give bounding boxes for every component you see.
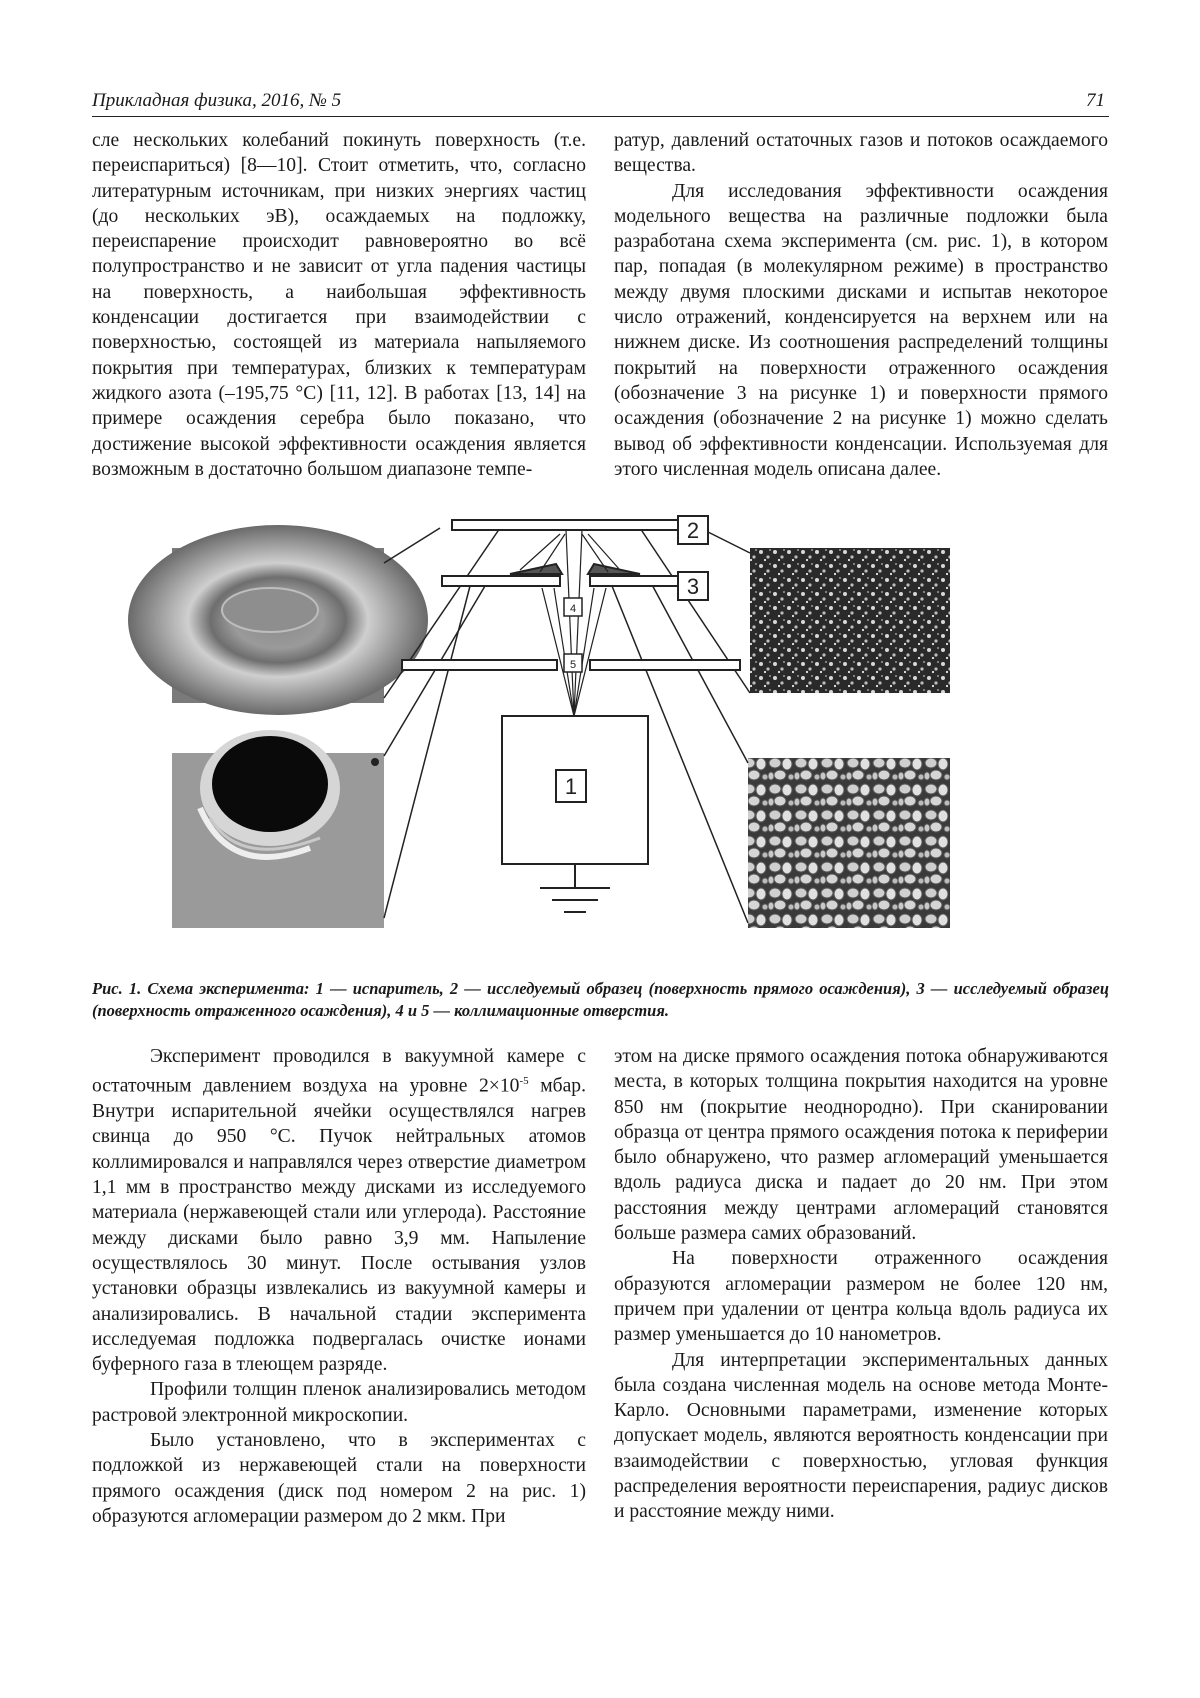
figure-caption: Рис. 1. Схема эксперимента: 1 — испаритель, 2 — исследуемый образец (поверхность прямого осаждения), 3 — исследуемый образец (поверхность отраженного осаждения), 4 и 5 — коллимационные отверстия.: [92, 979, 1109, 1020]
exponent: -5: [519, 1075, 529, 1088]
label-4: 4: [569, 603, 577, 615]
micrograph-fine-grains: [750, 548, 950, 693]
micrograph-ring-deposit: [128, 525, 428, 715]
label-1: 1: [564, 774, 578, 799]
paragraph-text: Эксперимент проводился в вакуумной камере с остаточным давлением воздуха на уровне 2×10: [92, 1046, 586, 1097]
paragraph: этом на диске прямого осаждения потока обнаруживаются места, в которых толщина покрытия находится на уровне 850 нм (покрытие неоднородно). При сканировании образца от центра прямого осаждения потока к периферии было обнаружено, что размер агломераций уменьшается вдоль радиуса диска и падает до 20 нм. При этом расстояния между центрами агломераций становятся больше размера самих образований.: [614, 1046, 1108, 1245]
label-2: 2: [686, 518, 700, 543]
label-box-2: [678, 516, 708, 544]
paragraph: Было установлено, что в экспериментах с подложкой из нержавеющей стали на поверхности прямого осаждения (диск под номером 2 на рис. 1) образуются агломерации размером до 2 мкм. При: [92, 1429, 586, 1527]
column-left-top: [92, 128, 586, 482]
micrograph-coarse-grains: [748, 758, 950, 928]
label-5: 5: [569, 659, 577, 671]
label-box-4: [564, 598, 582, 616]
column-right-top: [614, 128, 1108, 482]
label-box-5: [564, 654, 582, 672]
label-box-3: [678, 572, 708, 600]
column-left-bottom: [92, 1044, 586, 1529]
label-3: 3: [686, 574, 700, 599]
column-right-bottom: [614, 1044, 1108, 1525]
paragraph: Для интерпретации экспериментальных данных была создана численная модель на основе метода Монте-Карло. Основными параметрами, изменение которых допускает модель, являются вероятность конденсации при взаимодействии с поверхностью, угловая функция распределения вероятности переиспарения, радиус дисков и расстояние между ними.: [614, 1349, 1108, 1523]
paragraph: На поверхности отраженного осаждения образуются агломерации размером не более 120 нм, причем при удалении от центра кольца вдоль радиуса их размер уменьшается до 10 нанометров.: [614, 1248, 1108, 1346]
paragraph: [92, 1044, 586, 1377]
running-header: [92, 90, 1109, 117]
paragraph: Для исследования эффективности осаждения модельного вещества на различные подложки была разработана схема эксперимента (см. рис. 1), в котором пар, попадая (в молекулярном режиме) в пространство между двумя плоскими дисками и испытав некоторое число отражений, конденсируется на верхнем или на нижнем диске. Из соотношения распределений толщины покрытий на поверхности отраженного осаждения (обозначение 3 на рисунке 1) и поверхности прямого осаждения (обозначение 2 на рисунке 1) можно сделать вывод об эффективности конденсации. Используемая для этого численная модель описана далее.: [614, 180, 1108, 480]
paragraph-text: мбар. Внутри испарительной ячейки осуществлялся нагрев свинца до 950 °С. Пучок нейтральных атомов коллимировался и направлялся через отверстие диаметром 1,1 мм в пространство между дисками из исследуемого материала (нержавеющей стали или углерода). Расстояние между дисками было равно 3,9 мм. Напыление осуществлялось 30 минут. После остывания узлов установки образцы извлекались из вакуумной камеры и анализировались. В начальной стадии эксперимента исследуемая подложка подвергалась очистке ионами буферного газа в тлеющем разряде.: [92, 1075, 586, 1376]
label-box-1: [556, 770, 586, 802]
paragraph: Профили толщин пленок анализировались методом растровой электронной микроскопии.: [92, 1379, 586, 1426]
paragraph: ратур, давлений остаточных газов и потоков осаждаемого вещества.: [614, 130, 1108, 177]
page-number: 71: [1086, 90, 1105, 111]
figure-experiment-scheme: [170, 518, 1030, 948]
paragraph: сле нескольких колебаний покинуть поверхность (т.е. переиспариться) [8—10]. Стоит отметить, что, согласно литературным источникам, при низких энергиях частиц (до нескольких эВ), осаждаемых на подложку, переиспарение происходит равновероятно во всё полупространство и не зависит от угла падения частицы на поверхность, а наибольшая эффективность конденсации достигается при взаимодействии с поверхностью, состоящей из материала напыляемого покрытия при температурах, близких к температурам жидкого азота (–195,75 °С) [11, 12]. В работах [13, 14] на примере осаждения серебра было показано, что достижение высокой эффективности осаждения является возможным в достаточно большом диапазоне темпе-: [92, 130, 586, 480]
journal-title: Прикладная физика, 2016, № 5: [92, 90, 342, 111]
micrograph-hole: [172, 730, 384, 928]
